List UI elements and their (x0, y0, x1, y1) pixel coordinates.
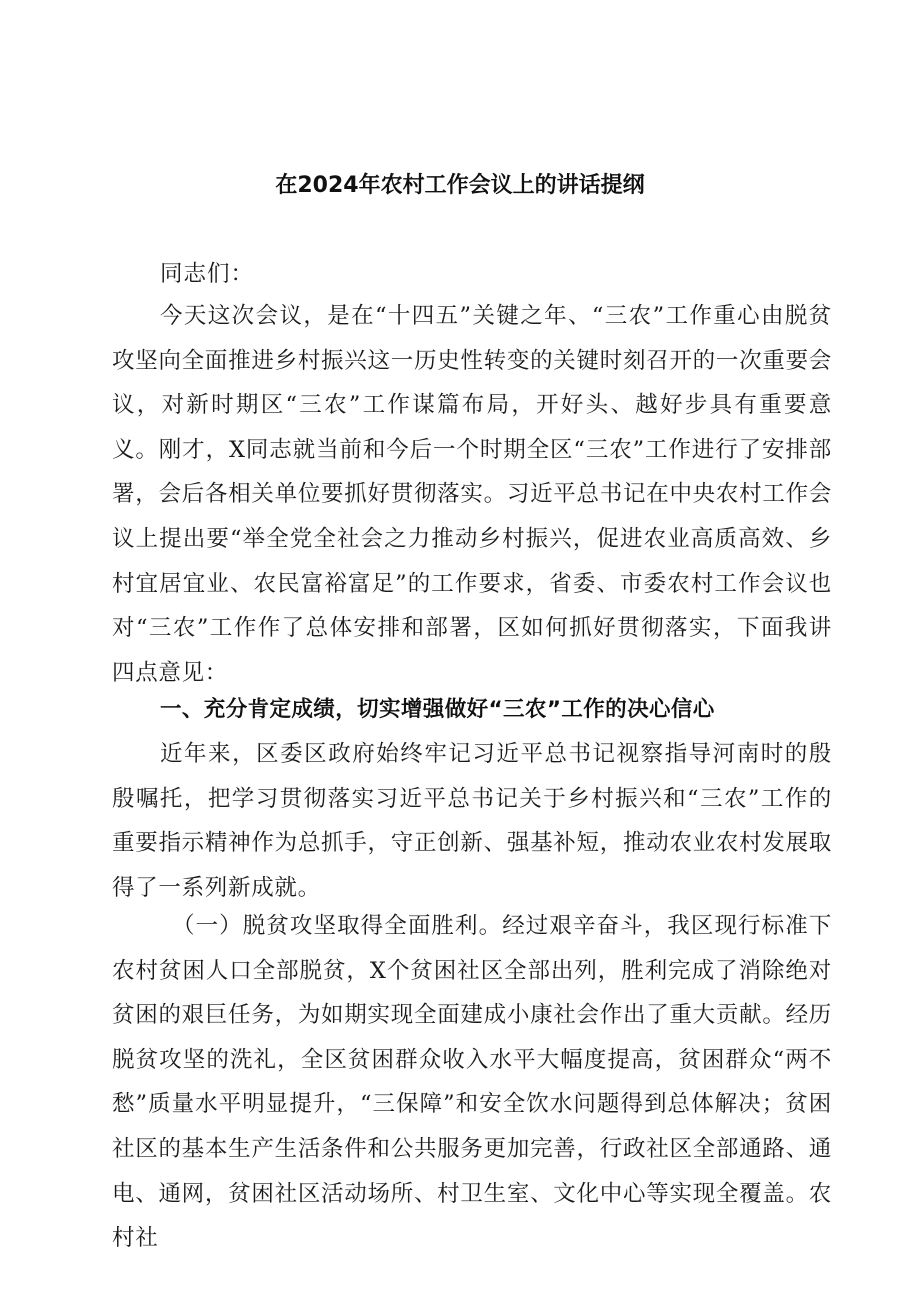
paragraph-intro: 今天这次会议，是在“十四五”关键之年、“三农”工作重心由脱贫攻坚向全面推进乡村振兴这一历史性转变的关键时刻召开的一次重要会议，对新时期区“三农”工作谋篇布局，开好头、越好步具有重要意义。刚才，X同志就当前和今后一个时期全区“三农”工作进行了安排部署，会后各相关单位要抓好贯彻落实。习近平总书记在中央农村工作会议上提出要“举全党全社会之力推动乡村振兴，促进农业高质高效、乡村宜居宜业、农民富裕富足”的工作要求，省委、市委农村工作会议也对“三农”工作作了总体安排和部署，区如何抓好贯彻落实，下面我讲四点意见： (112, 303, 832, 686)
section-heading-1: 一、充分肯定成绩，切实增强做好“三农”工作的决心信心 (160, 697, 715, 722)
paragraph-poverty-alleviation: （一）脱贫攻坚取得全面胜利。经过艰辛奋斗，我区现行标准下农村贫困人口全部脱贫，X个贫困社区全部出列，胜利完成了消除绝对贫困的艰巨任务，为如期实现全面建成小康社会作出了重大贡献。经历脱贫攻坚的洗礼，全区贫困群众收入水平大幅度提高，贫困群众“两不愁”质量水平明显提升，“三保障”和安全饮水问题得到总体解决；贫困社区的基本生产生活条件和公共服务更加完善，行政社区全部通路、通电、通网，贫困社区活动场所、村卫生室、文化中心等实现全覆盖。农村社 (112, 913, 832, 1252)
document-title: 在2024年农村工作会议上的讲话提纲 (275, 173, 645, 198)
paragraph-achievements-intro: 近年来，区委区政府始终牢记习近平总书记视察指导河南时的殷殷嘱托，把学习贯彻落实习近平总书记关于乡村振兴和“三农”工作的重要指示精神作为总抓手，守正创新、强基补短，推动农业农村发展取得了一系列新成就。 (112, 741, 832, 901)
salutation: 同志们： (160, 261, 255, 287)
